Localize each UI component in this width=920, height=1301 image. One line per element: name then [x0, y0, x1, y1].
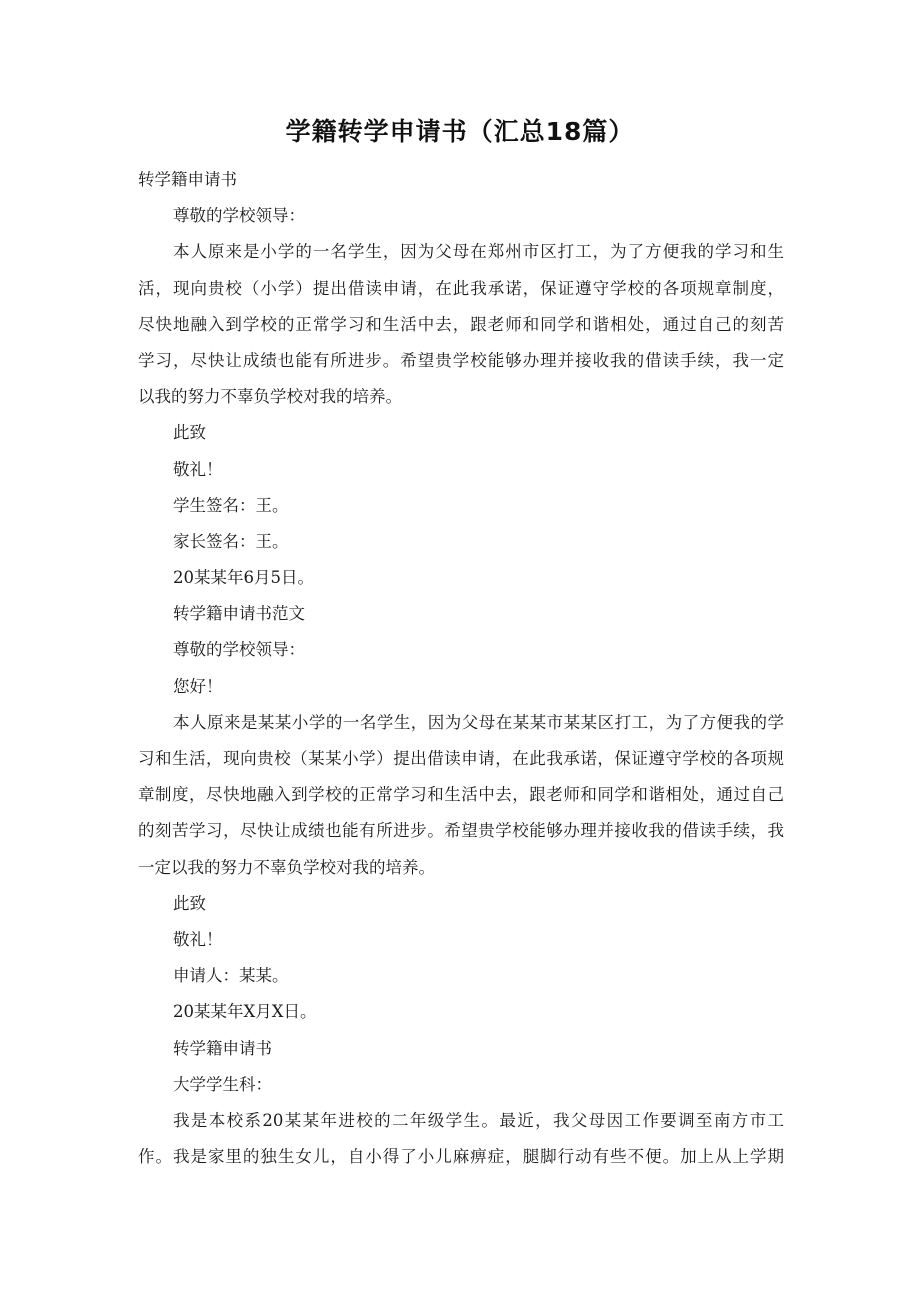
section-heading: 转学籍申请书 — [173, 1038, 272, 1058]
paragraph-line: 学习，尽快让成绩也能有所进步。希望贵学校能够办理并接收我的借读手续，我一定 — [138, 350, 784, 370]
closing-line: 敬礼！ — [173, 929, 223, 949]
date-line: 20某某年X月X日。 — [173, 1002, 317, 1022]
paragraph-line: 习和生活，现向贵校（某某小学）提出借读申请，在此我承诺，保证遵守学校的各项规 — [138, 749, 784, 768]
salutation: 尊敬的学校领导： — [173, 206, 305, 226]
section-heading: 转学籍申请书范文 — [173, 604, 305, 624]
signature-line: 学生签名：王。 — [173, 495, 289, 515]
closing-line: 此致 — [173, 893, 206, 913]
paragraph-line: 一定以我的努力不辜负学校对我的培养。 — [138, 857, 435, 877]
paragraph-line: 作。我是家里的独生女儿，自小得了小儿麻痹症，腿脚行动有些不便。加上从上学期 — [138, 1147, 784, 1167]
paragraph-line: 我是本校系20某某年进校的二年级学生。最近，我父母因工作要调至南方市工 — [173, 1110, 784, 1130]
date-line: 20某某年6月5日。 — [173, 568, 314, 588]
signature-line: 申请人：某某。 — [173, 966, 289, 986]
signature-line: 家长签名：王。 — [173, 531, 289, 551]
document-body — [138, 162, 784, 1175]
greeting: 您好！ — [173, 676, 223, 696]
paragraph-line: 的刻苦学习，尽快让成绩也能有所进步。希望贵学校能够办理并接收我的借读手续，我 — [138, 821, 784, 841]
document-title: 学籍转学申请书（汇总18篇） — [285, 117, 635, 146]
closing-line: 敬礼！ — [173, 459, 223, 479]
salutation: 尊敬的学校领导： — [173, 640, 305, 660]
paragraph-line: 本人原来是某某小学的一名学生，因为父母在某某市某某区打工，为了方便我的学 — [173, 712, 784, 732]
paragraph-line: 以我的努力不辜负学校对我的培养。 — [138, 387, 402, 407]
paragraph-line: 活，现向贵校（小学）提出借读申请，在此我承诺，保证遵守学校的各项规章制度， — [138, 278, 784, 298]
paragraph-line: 本人原来是小学的一名学生，因为父母在郑州市区打工，为了方便我的学习和生 — [173, 242, 784, 262]
paragraph-line: 章制度，尽快地融入到学校的正常学习和生活中去，跟老师和同学和谐相处，通过自己 — [138, 785, 784, 805]
section-heading: 转学籍申请书 — [138, 170, 237, 189]
paragraph-line: 尽快地融入到学校的正常学习和生活中去，跟老师和同学和谐相处，通过自己的刻苦 — [138, 314, 784, 334]
closing-line: 此致 — [173, 423, 206, 443]
salutation: 大学学生科： — [173, 1074, 272, 1094]
